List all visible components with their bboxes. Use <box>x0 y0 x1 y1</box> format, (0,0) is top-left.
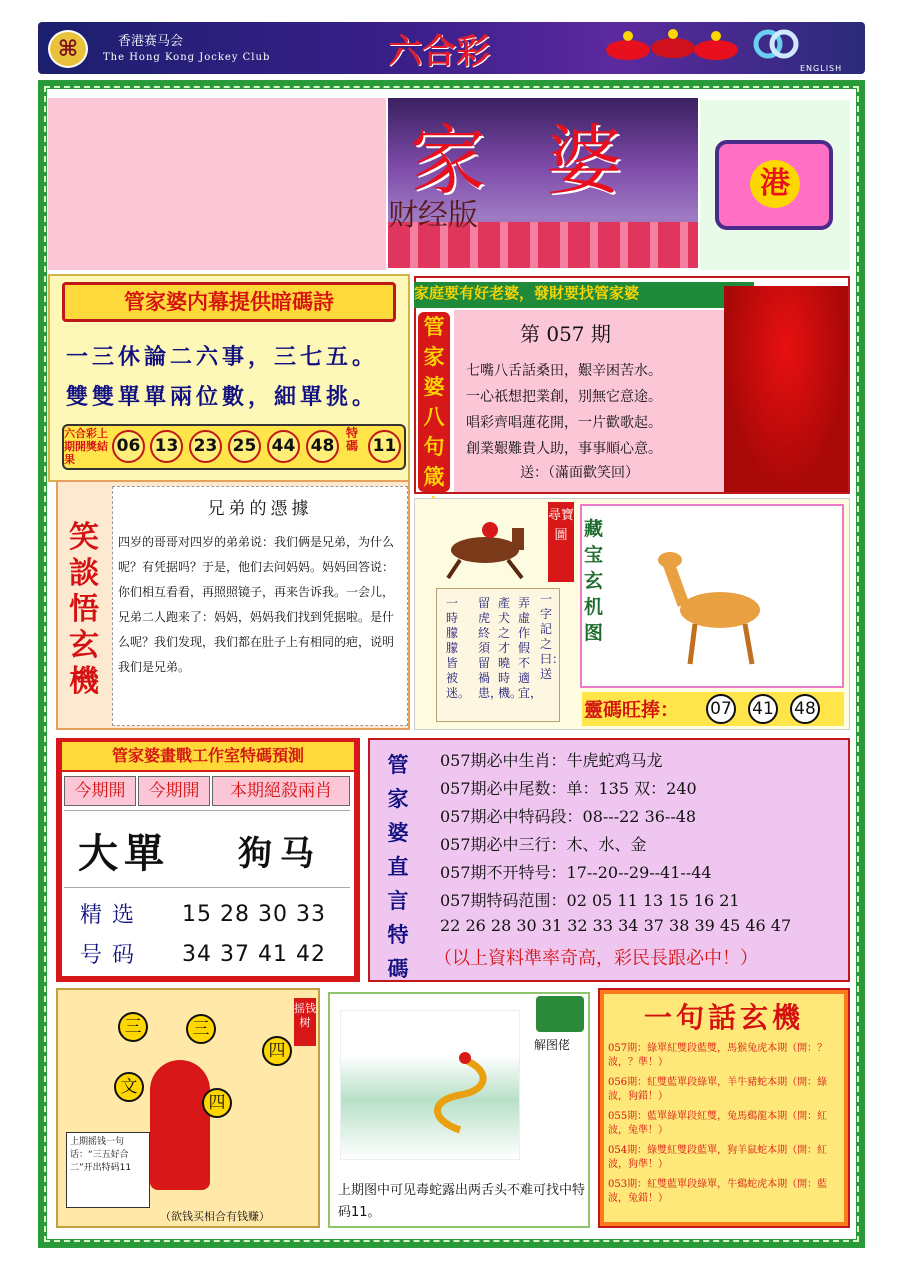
result-ball: 48 <box>306 430 339 463</box>
tree-coin: 三 <box>118 1012 148 1042</box>
money-tree-label: 摇钱树 <box>294 998 316 1046</box>
eight-line-5: 送：（滿面歡笑回） <box>520 465 639 481</box>
eight-line-3: 唱彩齊唱蓮花開，一片歡歌起。 <box>466 415 662 431</box>
lucky-label: 靈碼旺捧： <box>584 699 680 721</box>
scroll-column: 一時朦朦皆被迷。 <box>446 596 471 700</box>
direct-line: 057期必中尾数：单：135 双：240 <box>440 779 697 798</box>
tree-coin: 文 <box>114 1072 144 1102</box>
big-single-text: 大單 <box>78 831 170 877</box>
pick-numbers-row-1: 15 28 30 33 <box>182 902 326 927</box>
issue-number: 第 057 期 <box>520 322 611 346</box>
prediction-tab: 今期開 <box>138 776 210 806</box>
pick-numbers-row-2: 34 37 41 42 <box>182 942 326 967</box>
riddle-solver-icon <box>536 996 584 1032</box>
direct-line: 057期必中生肖：牛虎蛇鸡马龙 <box>440 751 663 770</box>
tree-coin: 三 <box>186 1014 216 1044</box>
eight-line-1: 七嘴八舌話桑田，艱辛困苦水。 <box>466 363 662 379</box>
tree-coin: 四 <box>202 1088 232 1118</box>
one-sentence-row: 057期：綠單紅雙段藍雙，馬猴兔虎本期（開：？波，？準！） <box>608 1043 828 1068</box>
scroll-column: 產犬之才曉時機。 <box>498 596 523 700</box>
money-tree-icon <box>150 1060 210 1190</box>
result-ball: 13 <box>150 430 183 463</box>
result-ball: 06 <box>112 430 145 463</box>
poem-line-2: 雙雙單單兩位數，細單挑。 <box>66 384 379 410</box>
direct-line: 057期必中三行：木、水、金 <box>440 835 647 854</box>
eight-vertical-title: 管家婆八句箴 <box>418 312 450 492</box>
tree-caption: （欲钱买相合有钱赚） <box>160 1210 270 1223</box>
treasure-label: 尋寶圖 <box>548 502 574 582</box>
eight-line-4: 創業艱難貴人助，事事順心意。 <box>466 441 662 457</box>
eight-line-2: 一心祇想把業創，別無它意途。 <box>466 389 662 405</box>
one-sentence-row: 054期：綠雙紅雙段藍單，狗羊鼠蛇本期（開：紅波，狗準！） <box>608 1145 828 1170</box>
joke-text: 四岁的哥哥对四岁的弟弟说：我们俩是兄弟，为什么呢？有凭据吗？于是，他们去问妈妈。妈妈回答说：你们相互看看，再照照镜子，再来告诉我。一会儿，兄弟二人跑来了：妈妈，妈妈我们找到凭据啦。是什么呢？我们发现，我们都在肚子上有相同的疤，说明我们是兄弟。 <box>118 535 395 674</box>
org-name-en: The Hong Kong Jockey Club <box>103 52 271 63</box>
prediction-tab: 今期開 <box>64 776 136 806</box>
prediction-title: 管家婆畫戰工作室特碼預測 <box>62 742 354 770</box>
direct-line: 22 26 28 30 31 32 33 34 37 38 39 45 46 47 <box>440 916 792 935</box>
bride-image <box>724 286 848 492</box>
jockey-club-logo-icon[interactable]: ⌘ <box>48 30 88 68</box>
scroll-column: 弄虛作假不適宜， <box>518 596 543 700</box>
banner-subtitle: 财经版 <box>388 198 478 233</box>
racehorse-icon <box>430 512 540 582</box>
lucky-ball: 48 <box>790 694 820 724</box>
scroll-column: 一字記之曰：送 <box>540 592 565 681</box>
kill-animals-text: 狗马 <box>238 834 322 874</box>
lantern-char: 港 <box>750 160 800 208</box>
mark-six-rings-icon <box>750 28 802 60</box>
one-sentence-title: 一句話玄機 <box>643 1001 804 1034</box>
result-ball: 23 <box>189 430 222 463</box>
joke-vertical-title: 笑談悟玄機 <box>69 520 99 699</box>
tree-hint: 上期摇钱一句话：“三五好合二”开出特码11 <box>66 1132 150 1208</box>
lucky-ball: 41 <box>748 694 778 724</box>
one-sentence-row: 056期：紅雙藍單段綠單，羊牛豬蛇本期（開：綠波，狗錯！） <box>608 1077 828 1102</box>
pick-numbers-label: 精选号码 <box>80 903 145 968</box>
riddle-caption: 上期图中可见毒蛇露出两舌头不难可找中特码11。 <box>338 1183 586 1220</box>
tree-coin: 四 <box>262 1036 292 1066</box>
english-link[interactable]: ENGLISH <box>800 64 843 73</box>
poem-line-1: 一三休論二六事，三七五。 <box>66 344 379 370</box>
scroll-column: 留虎終須留禍患， <box>478 596 503 700</box>
direct-vertical-title: 管家婆直言特碼 <box>387 753 409 981</box>
special-label: 特碼 <box>346 426 359 453</box>
joke-title: 兄弟的憑據 <box>207 499 313 519</box>
eight-header: 家庭要有好老婆，發財要找管家婆 <box>414 282 754 308</box>
direct-footer: （以上資料準率奇高，彩民長跟必中！） <box>434 948 758 969</box>
direct-line: 057期不开特号：17--20--29--41--44 <box>440 863 712 882</box>
banner-title: 家婆 <box>410 116 682 205</box>
snake-icon <box>420 1040 500 1140</box>
special-ball: 11 <box>368 430 401 463</box>
last-results-label: 六合彩上期開獎結果 <box>64 427 108 466</box>
riddle-solver-label: 解图佬 <box>534 1038 571 1052</box>
result-ball: 25 <box>228 430 261 463</box>
direct-line: 057期必中特码段：08---22 36--48 <box>440 807 697 826</box>
deer-icon <box>640 540 780 670</box>
one-sentence-row: 053期：紅雙藍單段綠單，牛鷄蛇虎本期（開：藍波，兔錯！） <box>608 1179 828 1204</box>
direct-line: 057期特码范围：02 05 11 13 15 16 21 <box>440 891 740 910</box>
prediction-tab: 本期絕殺兩肖 <box>212 776 350 806</box>
page-title: 六合彩 <box>388 32 490 72</box>
pink-placeholder-block <box>48 98 386 270</box>
result-ball: 44 <box>267 430 300 463</box>
org-name-cn: 香港赛马会 <box>118 34 184 49</box>
racing-horses-icon <box>598 24 748 70</box>
treasure-pic-label: 藏宝玄机图 <box>584 518 604 644</box>
poem-title: 管家婆内幕提供暗碼詩 <box>62 282 396 322</box>
lucky-ball: 07 <box>706 694 736 724</box>
one-sentence-row: 055期：藍單綠單段紅雙，兔馬鷄龍本期（開：紅波，兔準！） <box>608 1111 828 1136</box>
